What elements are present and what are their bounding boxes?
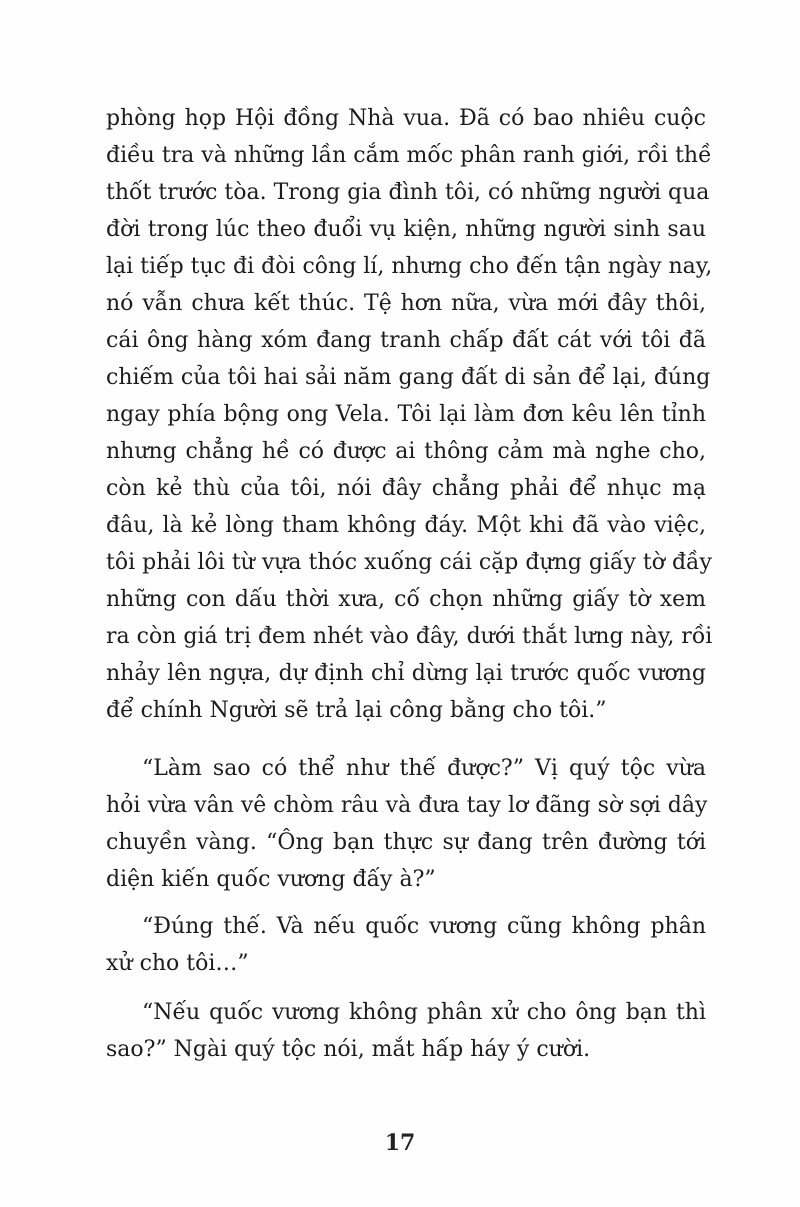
paragraph-3 xyxy=(106,908,706,982)
text-line: chiếm của tôi hai sải năm gang đất di sản để lại, đúng xyxy=(106,365,711,390)
text-line: đâu, là kẻ lòng tham không đáy. Một khi đã vào việc, xyxy=(106,513,706,538)
text-line: đời trong lúc theo đuổi vụ kiện, những người sinh sau xyxy=(106,217,706,242)
paragraph-2 xyxy=(106,750,706,898)
text-line: thốt trước tòa. Trong gia đình tôi, có những người qua xyxy=(106,180,710,205)
paragraph-1 xyxy=(106,100,713,729)
text-line: “Đúng thế. Và nếu quốc vương cũng không phân xyxy=(142,914,706,939)
text-line: tôi phải lôi từ vựa thóc xuống cái cặp đựng giấy tờ đầy xyxy=(106,550,712,575)
text-line: chuyền vàng. “Ông bạn thực sự đang trên đường tới xyxy=(106,830,706,855)
text-line: những con dấu thời xưa, cố chọn những giấy tờ xem xyxy=(106,587,706,612)
text-line: phòng họp Hội đồng Nhà vua. Đã có bao nhiêu cuộc xyxy=(106,106,706,131)
text-line: ngay phía bộng ong Vela. Tôi lại làm đơn kêu lên tỉnh xyxy=(106,402,706,427)
text-line: còn kẻ thù của tôi, nói đây chẳng phải để nhục mạ xyxy=(106,476,706,501)
text-line: điều tra và những lần cắm mốc phân ranh giới, rồi thề xyxy=(106,143,712,168)
text-line: nhảy lên ngựa, dự định chỉ dừng lại trước quốc vương xyxy=(106,661,706,686)
text-line: cái ông hàng xóm đang tranh chấp đất cát với tôi đã xyxy=(106,328,706,353)
text-line: lại tiếp tục đi đòi công lí, nhưng cho đến tận ngày nay, xyxy=(106,254,713,279)
text-line: nó vẫn chưa kết thúc. Tệ hơn nữa, vừa mới đây thôi, xyxy=(106,291,706,316)
text-line: “Nếu quốc vương không phân xử cho ông bạn thì xyxy=(142,1000,706,1025)
text-line: để chính Người sẽ trả lại công bằng cho tôi.” xyxy=(106,698,607,723)
text-line: sao?” Ngài quý tộc nói, mắt hấp háy ý cười. xyxy=(106,1037,591,1062)
text-line: hỏi vừa vân vê chòm râu và đưa tay lơ đãng sờ sợi dây xyxy=(106,793,708,818)
text-line: ra còn giá trị đem nhét vào đây, dưới thắt lưng này, rồi xyxy=(106,624,713,649)
page-number: 17 xyxy=(384,1130,416,1156)
text-line: diện kiến quốc vương đấy à?” xyxy=(106,867,436,892)
text-line: nhưng chẳng hề có được ai thông cảm mà nghe cho, xyxy=(106,439,706,464)
paragraph-4 xyxy=(106,994,706,1068)
text-line: “Làm sao có thể như thế được?” Vị quý tộc vừa xyxy=(142,756,706,781)
text-line: xử cho tôi…” xyxy=(106,951,249,976)
